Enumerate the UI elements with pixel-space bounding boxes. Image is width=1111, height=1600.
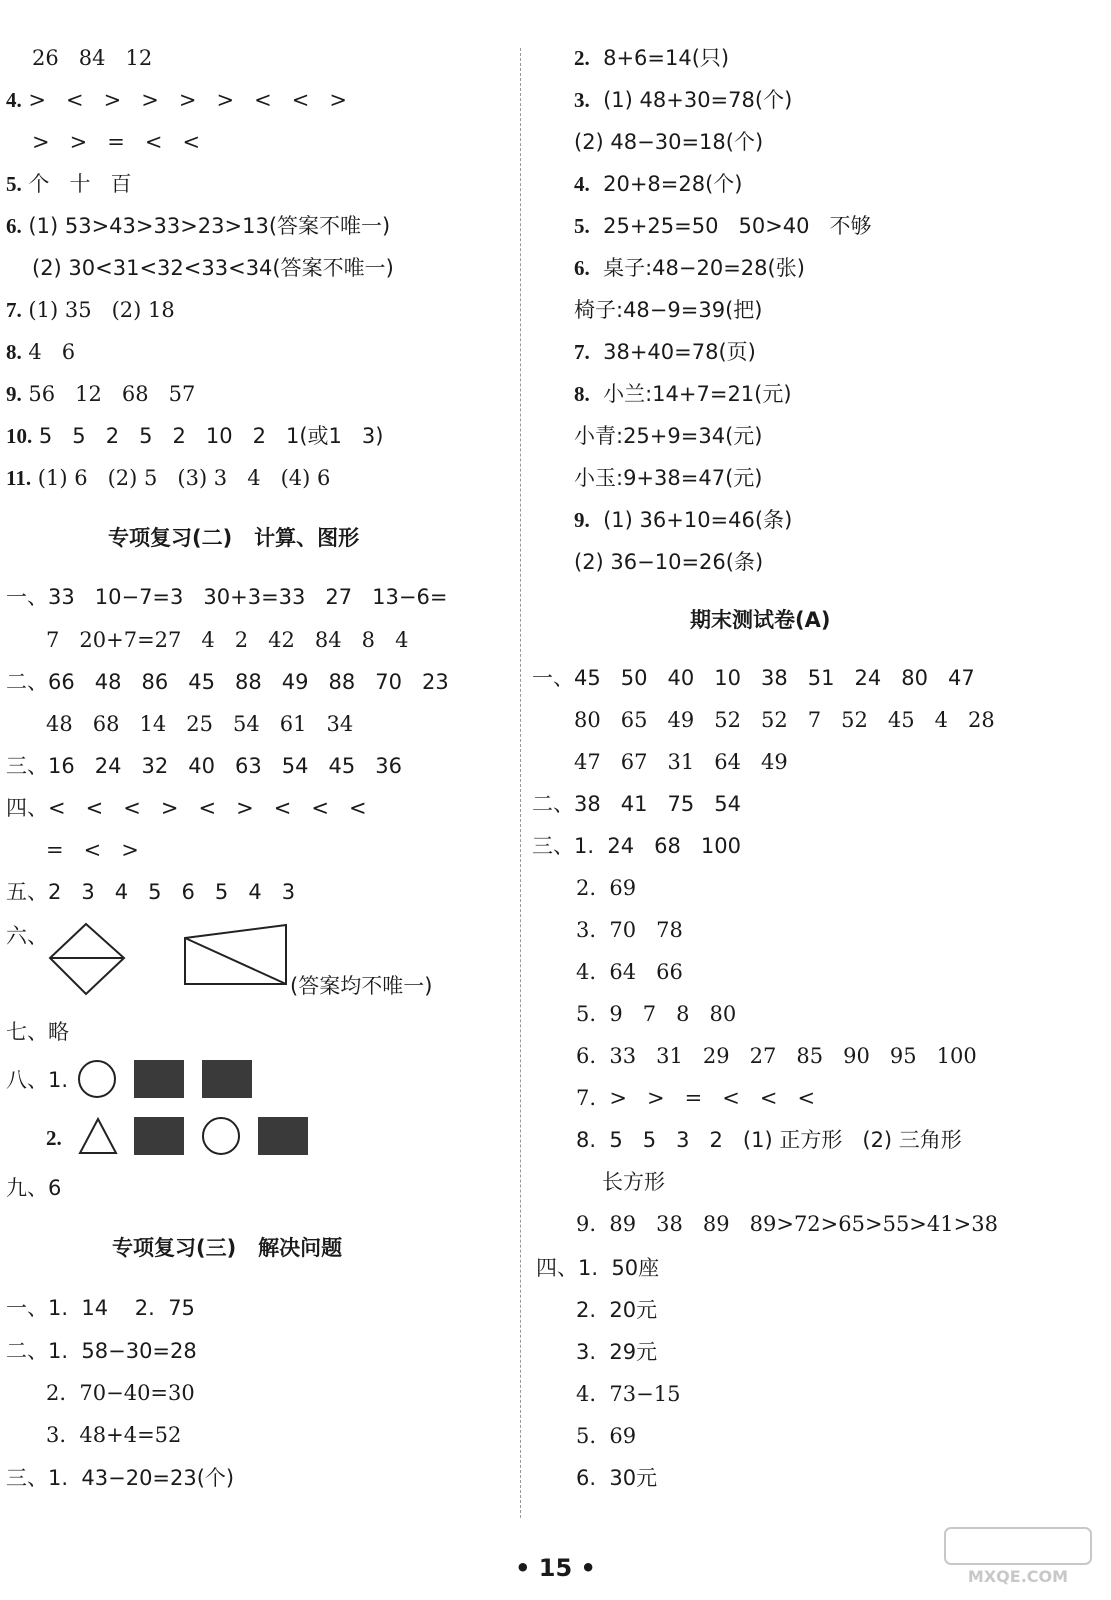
watermark-logo [943, 1526, 1093, 1588]
page-number: • 15 • [515, 1554, 596, 1582]
answer-line: 4. 73−15 [576, 1382, 681, 1406]
answer-text: 桌子:48−20=28(张) [589, 256, 805, 280]
answer-line: 2. 69 [576, 876, 637, 900]
square-shape [134, 1117, 184, 1155]
section-heading: 期末测试卷(A) [690, 608, 831, 632]
answer-text: (1) 53>43>33>23>13(答案不唯一) [21, 214, 391, 238]
answer-text: > < > > > > < < > [21, 88, 347, 112]
item-number: 5. [6, 172, 22, 196]
answer-line: (2) 48−30=18(个) [574, 130, 764, 154]
answer-line [574, 254, 805, 282]
answer-line [574, 506, 792, 534]
answer-line: 8. 5 5 3 2 (1) 正方形 (2) 三角形 [576, 1128, 962, 1152]
answer-line: 二、38 41 75 54 [532, 792, 741, 816]
item-number: 4. [6, 88, 22, 112]
column-divider [520, 48, 521, 1518]
circle-shape [202, 1117, 240, 1155]
answer-line: 长方形 [602, 1170, 665, 1194]
item-number: 10. [6, 424, 33, 448]
answer-line: (2) 36−10=26(条) [574, 550, 764, 574]
shape-row-1 [78, 1060, 270, 1098]
triangle-shape [78, 1117, 118, 1155]
item-number: 8. [6, 340, 22, 364]
answer-line: 48 68 14 25 54 61 34 [46, 712, 354, 736]
answer-text: (1) 6 (2) 5 (3) 3 4 (4) 6 [31, 466, 331, 490]
answer-line: 3. 29元 [576, 1340, 658, 1364]
answer-text: (1) 48+30=78(个) [589, 88, 793, 112]
answer-line: 7. > > = < < < [576, 1086, 816, 1110]
circle-shape [78, 1060, 116, 1098]
answer-line [6, 380, 195, 408]
answer-line [6, 212, 390, 240]
answer-line: 80 65 49 52 52 7 52 45 4 28 [574, 708, 995, 732]
item-number: 11. [6, 466, 32, 490]
answer-line: = < > [46, 838, 139, 862]
answer-line [6, 296, 175, 324]
answer-line: 一、33 10−7=3 30+3=33 27 13−6= [6, 585, 448, 609]
answer-text: 25+25=50 50>40 不够 [589, 214, 872, 238]
answer-line: 四、1. 50座 [536, 1256, 660, 1280]
answer-line: 47 67 31 64 49 [574, 750, 788, 774]
item-number: 8. [574, 382, 590, 406]
item-number: 5. [574, 214, 590, 238]
answer-line: 二、66 48 86 45 88 49 88 70 23 [6, 670, 449, 694]
answer-line [574, 44, 729, 72]
answer-line: 7 20+7=27 4 2 42 84 8 4 [46, 628, 409, 652]
answer-line: 2. 70−40=30 [46, 1381, 195, 1405]
answer-line: 三、1. 43−20=23(个) [6, 1466, 235, 1490]
answer-line [6, 170, 131, 198]
item-number: 6. [6, 214, 22, 238]
answer-line: (2) 30<31<32<33<34(答案不唯一) [32, 256, 394, 280]
item-number: 9. [574, 508, 590, 532]
answer-line [574, 170, 742, 198]
answer-text: 20+8=28(个) [589, 172, 743, 196]
answer-text: 4 6 [21, 340, 76, 364]
answer-line [574, 380, 792, 408]
answer-line: 八、1. [6, 1068, 69, 1092]
item-number: 3. [574, 88, 590, 112]
item-number: 6. [574, 256, 590, 280]
answer-line [6, 422, 384, 450]
watermark-text: MXQE.COM [967, 1567, 1069, 1586]
answer-line: 椅子:48−9=39(把) [574, 298, 763, 322]
answer-line: 六、 [6, 924, 48, 948]
answer-text: 小兰:14+7=21(元) [589, 382, 792, 406]
item-number: 4. [574, 172, 590, 196]
answer-line: 五、2 3 4 5 6 5 4 3 [6, 880, 296, 904]
answer-text: (1) 36+10=46(条) [589, 508, 793, 532]
answer-line: 四、< < < > < > < < < [6, 796, 367, 820]
item-number: 7. [574, 340, 590, 364]
answer-text: 5 5 2 5 2 10 2 1(或1 3) [32, 424, 384, 448]
answer-line: 4. 64 66 [576, 960, 683, 984]
answer-line: 3. 48+4=52 [46, 1423, 182, 1447]
answer-line [6, 86, 347, 114]
answer-line: 9. 89 38 89 89>72>65>55>41>38 [576, 1212, 998, 1236]
answer-text: (1) 35 (2) 18 [21, 298, 175, 322]
answer-line: 一、45 50 40 10 38 51 24 80 47 [532, 666, 975, 690]
shape-row-2 [78, 1117, 326, 1155]
rhombus-figure [46, 920, 128, 998]
item-number: 2. [574, 46, 590, 70]
answer-text: 56 12 68 57 [21, 382, 196, 406]
answer-line: 三、1. 24 68 100 [532, 834, 741, 858]
note-text: (答案均不唯一) [290, 974, 433, 998]
answer-line [6, 338, 75, 366]
answer-line: > > = < < [32, 130, 201, 154]
answer-text: 8+6=14(只) [589, 46, 730, 70]
answer-line: 二、1. 58−30=28 [6, 1339, 197, 1363]
item-number: 2. [46, 1126, 62, 1150]
item-number: 7. [6, 298, 22, 322]
item-number: 9. [6, 382, 22, 406]
answer-line [574, 86, 792, 114]
section-heading: 专项复习(三) 解决问题 [112, 1236, 343, 1260]
answer-line: 6. 33 31 29 27 85 90 95 100 [576, 1044, 977, 1068]
answer-line: 小玉:9+38=47(元) [574, 466, 763, 490]
answer-line: 九、6 [6, 1176, 62, 1200]
answer-line: 5. 69 [576, 1424, 637, 1448]
answer-line [6, 464, 330, 492]
trapezoid-figure [182, 922, 290, 988]
answer-text: 38+40=78(页) [589, 340, 756, 364]
answer-line: 26 84 12 [32, 46, 153, 70]
answer-line: 2. 20元 [576, 1298, 658, 1322]
answer-line: 一、1. 14 2. 75 [6, 1296, 195, 1320]
answer-line: 6. 30元 [576, 1466, 658, 1490]
answer-line: 三、16 24 32 40 63 54 45 36 [6, 754, 402, 778]
square-shape [258, 1117, 308, 1155]
answer-line [574, 212, 872, 240]
section-heading: 专项复习(二) 计算、图形 [108, 526, 360, 550]
answer-line: 七、略 [6, 1020, 69, 1044]
answer-line: 3. 70 78 [576, 918, 683, 942]
answer-line [574, 338, 756, 366]
answer-line: 小青:25+9=34(元) [574, 424, 763, 448]
square-shape [134, 1060, 184, 1098]
square-shape [202, 1060, 252, 1098]
answer-text: 个 十 百 [21, 172, 132, 196]
answer-line: 5. 9 7 8 80 [576, 1002, 737, 1026]
